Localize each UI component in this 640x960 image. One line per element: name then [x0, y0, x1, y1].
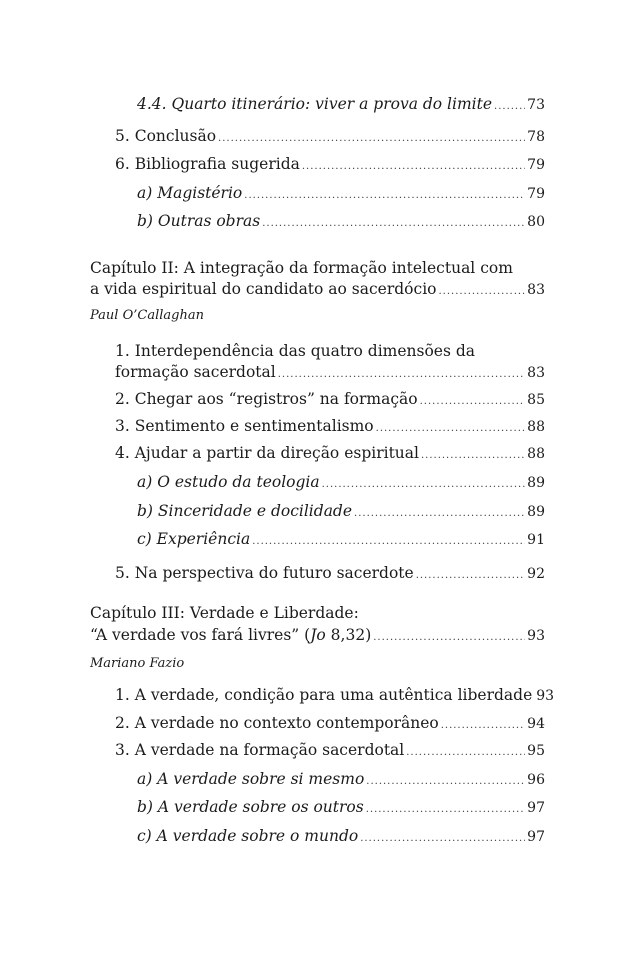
toc-entry-page: 91 — [527, 532, 545, 548]
toc-entry — [137, 183, 545, 206]
leader-dots — [252, 532, 525, 552]
toc-entry — [137, 94, 545, 117]
chapter-title-part: “A verdade vos fará livres” ( — [90, 626, 311, 644]
toc-entry-page: 96 — [527, 772, 545, 788]
toc-entry — [115, 154, 545, 177]
toc-entry-title: 1. A verdade, condição para uma autêntica liberdade — [115, 686, 533, 704]
toc-entry-title: 1. Interdependência das quatro dimensões da — [115, 342, 476, 360]
chapter-author: Paul O’Callaghan — [90, 308, 204, 323]
leader-dots — [322, 475, 526, 495]
leader-dots — [376, 419, 526, 439]
toc-entry-title: 3. Sentimento e sentimentalismo — [115, 417, 374, 435]
toc-entry-title: 4.4. Quarto itinerário: viver a prova do limite — [137, 95, 493, 113]
chapter-entry — [90, 625, 545, 648]
leader-dots — [354, 504, 525, 524]
leader-dots — [244, 186, 525, 206]
chapter-title-cont — [90, 625, 371, 645]
chapter-entry — [90, 279, 545, 302]
toc-entry-page: 80 — [527, 214, 545, 230]
toc-entry — [115, 563, 545, 586]
toc-entry — [137, 826, 545, 849]
toc-entry — [115, 713, 545, 736]
toc-entry — [137, 769, 545, 792]
toc-entry-page: 79 — [527, 186, 545, 202]
toc-entry — [115, 126, 545, 149]
toc-entry — [115, 362, 545, 385]
toc-entry-page: 95 — [527, 743, 545, 759]
chapter-title-cont: a vida espiritual do candidato ao sacerdócio — [90, 280, 437, 298]
chapter-title: Capítulo III: Verdade e Liberdade: — [90, 604, 359, 622]
toc-entry-title: 5. Conclusão — [115, 127, 217, 145]
toc-entry-title: formação sacerdotal — [115, 363, 276, 381]
toc-entry-title: a) A verdade sobre si mesmo — [137, 770, 365, 788]
toc-entry-title: c) Experiência — [137, 530, 251, 548]
toc-entry — [137, 472, 545, 495]
leader-dots — [278, 365, 525, 385]
toc-entry-page: 97 — [527, 800, 545, 816]
leader-dots — [438, 282, 525, 302]
toc-entry-page: 83 — [527, 365, 545, 381]
toc-entry-page: 88 — [527, 419, 545, 435]
toc-entry-page: 89 — [527, 475, 545, 491]
toc-entry-page: 83 — [527, 282, 545, 298]
toc-entry-title: 4. Ajudar a partir da direção espiritual — [115, 444, 419, 462]
leader-dots — [421, 446, 525, 466]
leader-dots — [441, 716, 525, 736]
leader-dots — [360, 829, 525, 849]
leader-dots — [406, 743, 525, 763]
toc-entry — [137, 529, 545, 552]
leader-dots — [494, 97, 525, 117]
toc-entry-page: 97 — [527, 829, 545, 845]
toc-entry-page: 85 — [527, 392, 545, 408]
toc-entry-title: 2. A verdade no contexto contemporâneo — [115, 714, 439, 732]
leader-dots — [302, 157, 525, 177]
chapter-author: Mariano Fazio — [90, 656, 185, 671]
toc-entry-page: 88 — [527, 446, 545, 462]
toc-entry-page: 89 — [527, 504, 545, 520]
toc-entry-title: a) O estudo da teologia — [137, 473, 320, 491]
toc-entry — [137, 501, 545, 524]
toc-entry-title: b) Sinceridade e docilidade — [137, 502, 353, 520]
toc-entry — [115, 685, 555, 708]
toc-entry-page: 93 — [527, 628, 545, 644]
toc-entry — [137, 211, 545, 234]
toc-entry-title: 5. Na perspectiva do futuro sacerdote — [115, 564, 414, 582]
toc-entry — [115, 389, 545, 412]
toc-entry-title: 2. Chegar aos “registros” na formação — [115, 390, 418, 408]
toc-entry-page: 73 — [527, 97, 545, 113]
toc-entry-title: a) Magistério — [137, 184, 243, 202]
toc-entry — [115, 443, 545, 466]
chapter-title-part: 8,32) — [325, 626, 372, 644]
toc-entry-page: 93 — [536, 688, 555, 704]
leader-dots — [416, 566, 525, 586]
toc-entry-page: 79 — [527, 157, 545, 173]
toc-entry-page: 94 — [527, 716, 545, 732]
leader-dots — [366, 772, 525, 792]
toc-entry-title: c) A verdade sobre o mundo — [137, 827, 359, 845]
scripture-reference: Jo — [310, 626, 326, 644]
toc-entry-title: 3. A verdade na formação sacerdotal — [115, 741, 405, 759]
toc-entry-title: b) Outras obras — [137, 212, 261, 230]
leader-dots — [366, 800, 525, 820]
toc-entry-title: b) A verdade sobre os outros — [137, 798, 364, 816]
toc-entry — [115, 416, 545, 439]
leader-dots — [373, 628, 525, 648]
leader-dots — [420, 392, 526, 412]
leader-dots — [218, 129, 525, 149]
leader-dots — [262, 214, 525, 234]
toc-entry — [115, 740, 545, 763]
toc-entry-page: 92 — [527, 566, 545, 582]
toc-entry-title: 6. Bibliografia sugerida — [115, 155, 300, 173]
toc-entry-page: 78 — [527, 129, 545, 145]
toc-entry — [137, 797, 545, 820]
chapter-title: Capítulo II: A integração da formação intelectual com — [90, 259, 513, 277]
